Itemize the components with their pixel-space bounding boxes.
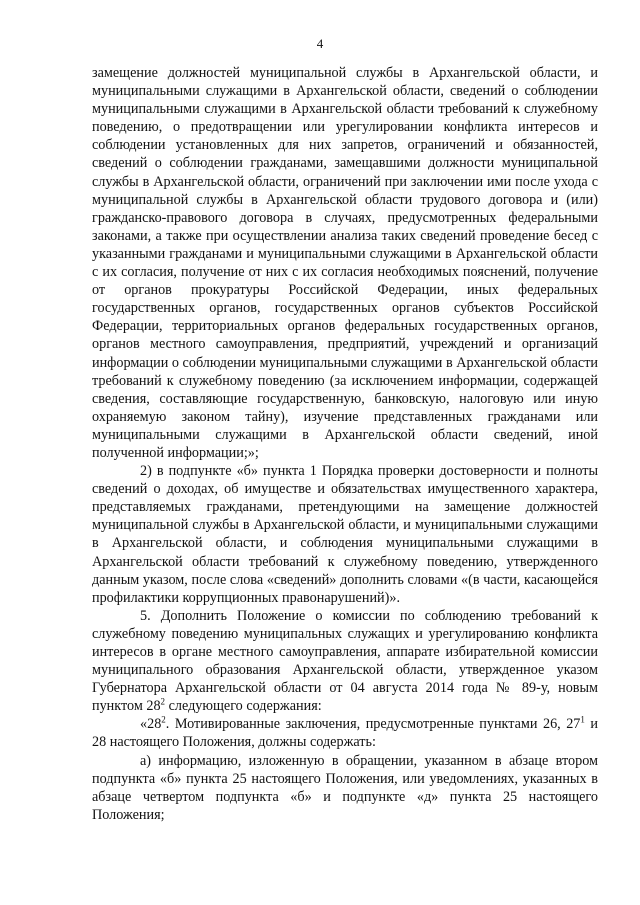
- paragraph-item-5: [92, 607, 598, 716]
- superscript: 2: [161, 714, 166, 725]
- quote-text-tail: и 28 настоящего Положения, должны содержать:: [92, 716, 598, 751]
- paragraph-subitem-a: а) информацию, изложенную в обращении, указанном в абзаце втором подпункта «б» пункта 25 настоящего Положения, или уведомлениях, указанных в абзаце четвертом подпункта «б» и подпункте «д» пункта 25 настоящего Положения;: [92, 752, 598, 823]
- quote-text: . Мотивированные заключения, предусмотренные пунктами 26, 27: [165, 716, 581, 733]
- quote-number: «28: [140, 716, 162, 733]
- superscript: 1: [580, 714, 585, 725]
- superscript: 2: [160, 696, 166, 707]
- document-body: [92, 64, 598, 824]
- paragraph-item-5-text: 5. Дополнить Положение о комиссии по соблюдению требований к служебному поведению муниципальных служащих и урегулированию конфликта интересов в органе местного самоуправления, аппарате избирательной комиссии муниципального образования Архангельской области, утвержденное указом Губернатора Архангельской области от 04 августа 2014 года № 89-у, новым пунктом 28: [92, 607, 598, 715]
- paragraph-item-5-tail: следующего содержания:: [165, 698, 322, 715]
- page-number: 4: [316, 36, 324, 51]
- paragraph-item-2: 2) в подпункте «б» пункта 1 Порядка проверки достоверности и полноты сведений о доходах, об имуществе и обязательствах имущественного характера, представляемых гражданами, претендующими на замещение должностей муниципальной службы в Архангельской области, и муниципальными служащими в Архангельской области, и соблюдения муниципальными служащими в Архангельской области требований к служебному поведению, утвержденного данным указом, после слова «сведений» дополнить словами «(в части, касающейся профилактики коррупционных правонарушений)».: [92, 463, 598, 606]
- paragraph-quoted-28-2: [92, 715, 598, 751]
- paragraph-continuation: замещение должностей муниципальной службы в Архангельской области, и муниципальными служащими в Архангельской области, сведений о соблюдении муниципальными служащими в Архангельской области требований к служебному поведению, о предотвращении или урегулировании конфликта интересов и соблюдении установленных для них запретов, ограничений и обязанностей, сведений о соблюдении гражданами, замещавшими должности муниципальной службы в Архангельской области, ограничений при заключении ими после ухода с муниципальной службы в Архангельской области трудового договора и (или) гражданско-правового договора в случаях, предусмотренных федеральными законами, а также при осуществлении анализа таких сведений проведение бесед с указанными гражданами и муниципальными служащими в Архангельской области с их согласия, получение от них с их согласия необходимых пояснений, получение от органов прокуратуры Российской Федерации, иных федеральных государственных органов, государственных органов субъектов Российской Федерации, территориальных органов федеральных государственных органов, органов местного самоуправления, предприятий, учреждений и организаций информации о соблюдении муниципальными служащими в Архангельской области требований к служебному поведению (за исключением информации, содержащей сведения, составляющие государственную, банковскую, налоговую или иную охраняемую законом тайну), изучение представленных гражданами или муниципальными служащими в Архангельской области сведений, иной полученной информации;»;: [92, 65, 598, 461]
